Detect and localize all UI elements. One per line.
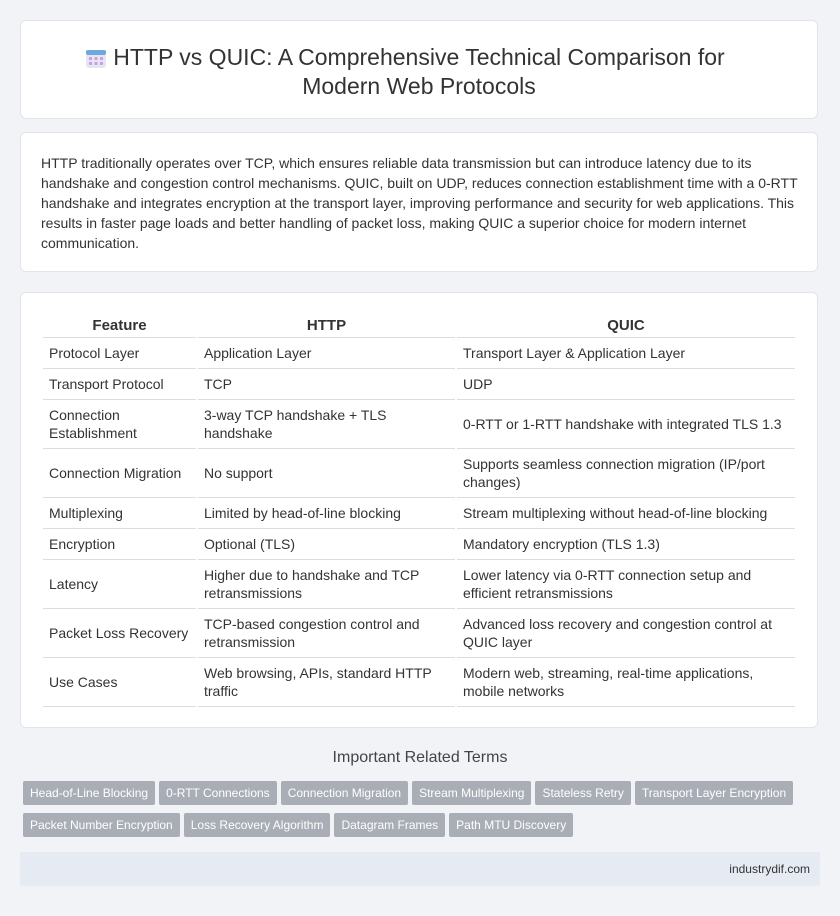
tag-datagram-frames[interactable]: Datagram Frames xyxy=(334,813,445,837)
http-cell: TCP-based congestion control and retransmission xyxy=(198,609,455,658)
footer xyxy=(20,852,820,886)
table-row xyxy=(43,400,795,449)
header-quic: QUIC xyxy=(457,313,795,338)
feature-cell: Packet Loss Recovery xyxy=(43,609,196,658)
table-row xyxy=(43,609,795,658)
http-cell: Application Layer xyxy=(198,338,455,369)
table-row xyxy=(43,658,795,707)
quic-cell: UDP xyxy=(457,369,795,400)
http-cell: No support xyxy=(198,449,455,498)
page-title-line-2: Modern Web Protocols xyxy=(302,73,536,99)
footer-site-link[interactable]: industrydif.com xyxy=(729,862,810,876)
http-cell: Optional (TLS) xyxy=(198,529,455,560)
tag-transport-layer-encryption[interactable]: Transport Layer Encryption xyxy=(635,781,793,805)
http-cell: Limited by head-of-line blocking xyxy=(198,498,455,529)
title-card xyxy=(20,20,818,119)
feature-cell: Latency xyxy=(43,560,196,609)
feature-cell: Multiplexing xyxy=(43,498,196,529)
comparison-table-card xyxy=(20,292,818,728)
header-feature: Feature xyxy=(43,313,196,338)
feature-cell: Transport Protocol xyxy=(43,369,196,400)
tag-packet-number-encryption[interactable]: Packet Number Encryption xyxy=(23,813,180,837)
feature-cell: Use Cases xyxy=(43,658,196,707)
tag-stateless-retry[interactable]: Stateless Retry xyxy=(535,781,630,805)
page-title-line-1: HTTP vs QUIC: A Comprehensive Technical Comparison for xyxy=(113,44,725,70)
related-terms-title: Important Related Terms xyxy=(332,749,508,766)
tag-path-mtu-discovery[interactable]: Path MTU Discovery xyxy=(449,813,573,837)
quic-cell: 0-RTT or 1-RTT handshake with integrated TLS 1.3 xyxy=(457,400,795,449)
feature-cell: Connection Migration xyxy=(43,449,196,498)
table-row xyxy=(43,560,795,609)
tag-stream-multiplexing[interactable]: Stream Multiplexing xyxy=(412,781,531,805)
http-cell: TCP xyxy=(198,369,455,400)
table-row xyxy=(43,529,795,560)
page-title xyxy=(21,43,817,101)
table-row xyxy=(43,369,795,400)
intro-paragraph: HTTP traditionally operates over TCP, which ensures reliable data transmission but can introduce latency due to its handshake and congestion control mechanisms. QUIC, built on UDP, reduces connection establishment time with a 0-RTT handshake and integrates encryption at the transport layer, improving performance and security for web applications. This results in faster page loads and better handling of packet loss, making QUIC a superior choice for modern internet communication. xyxy=(41,155,798,251)
comparison-table xyxy=(41,313,797,707)
table-row xyxy=(43,338,795,369)
related-terms-tags xyxy=(23,781,823,845)
table-header-row xyxy=(43,313,795,338)
quic-cell: Transport Layer & Application Layer xyxy=(457,338,795,369)
quic-cell: Mandatory encryption (TLS 1.3) xyxy=(457,529,795,560)
header-http: HTTP xyxy=(198,313,455,338)
tag-0-rtt-connections[interactable]: 0-RTT Connections xyxy=(159,781,277,805)
table-row xyxy=(43,498,795,529)
intro-card xyxy=(20,132,818,272)
feature-cell: Protocol Layer xyxy=(43,338,196,369)
quic-cell: Advanced loss recovery and congestion control at QUIC layer xyxy=(457,609,795,658)
feature-cell: Encryption xyxy=(43,529,196,560)
quic-cell: Supports seamless connection migration (IP/port changes) xyxy=(457,449,795,498)
http-cell: 3-way TCP handshake + TLS handshake xyxy=(198,400,455,449)
quic-cell: Stream multiplexing without head-of-line blocking xyxy=(457,498,795,529)
table-row xyxy=(43,449,795,498)
tag-head-of-line-blocking[interactable]: Head-of-Line Blocking xyxy=(23,781,155,805)
http-cell: Higher due to handshake and TCP retransmissions xyxy=(198,560,455,609)
tag-loss-recovery-algorithm[interactable]: Loss Recovery Algorithm xyxy=(184,813,331,837)
feature-cell: Connection Establishment xyxy=(43,400,196,449)
quic-cell: Lower latency via 0-RTT connection setup and efficient retransmissions xyxy=(457,560,795,609)
http-cell: Web browsing, APIs, standard HTTP traffic xyxy=(198,658,455,707)
tag-connection-migration[interactable]: Connection Migration xyxy=(281,781,408,805)
quic-cell: Modern web, streaming, real-time applications, mobile networks xyxy=(457,658,795,707)
